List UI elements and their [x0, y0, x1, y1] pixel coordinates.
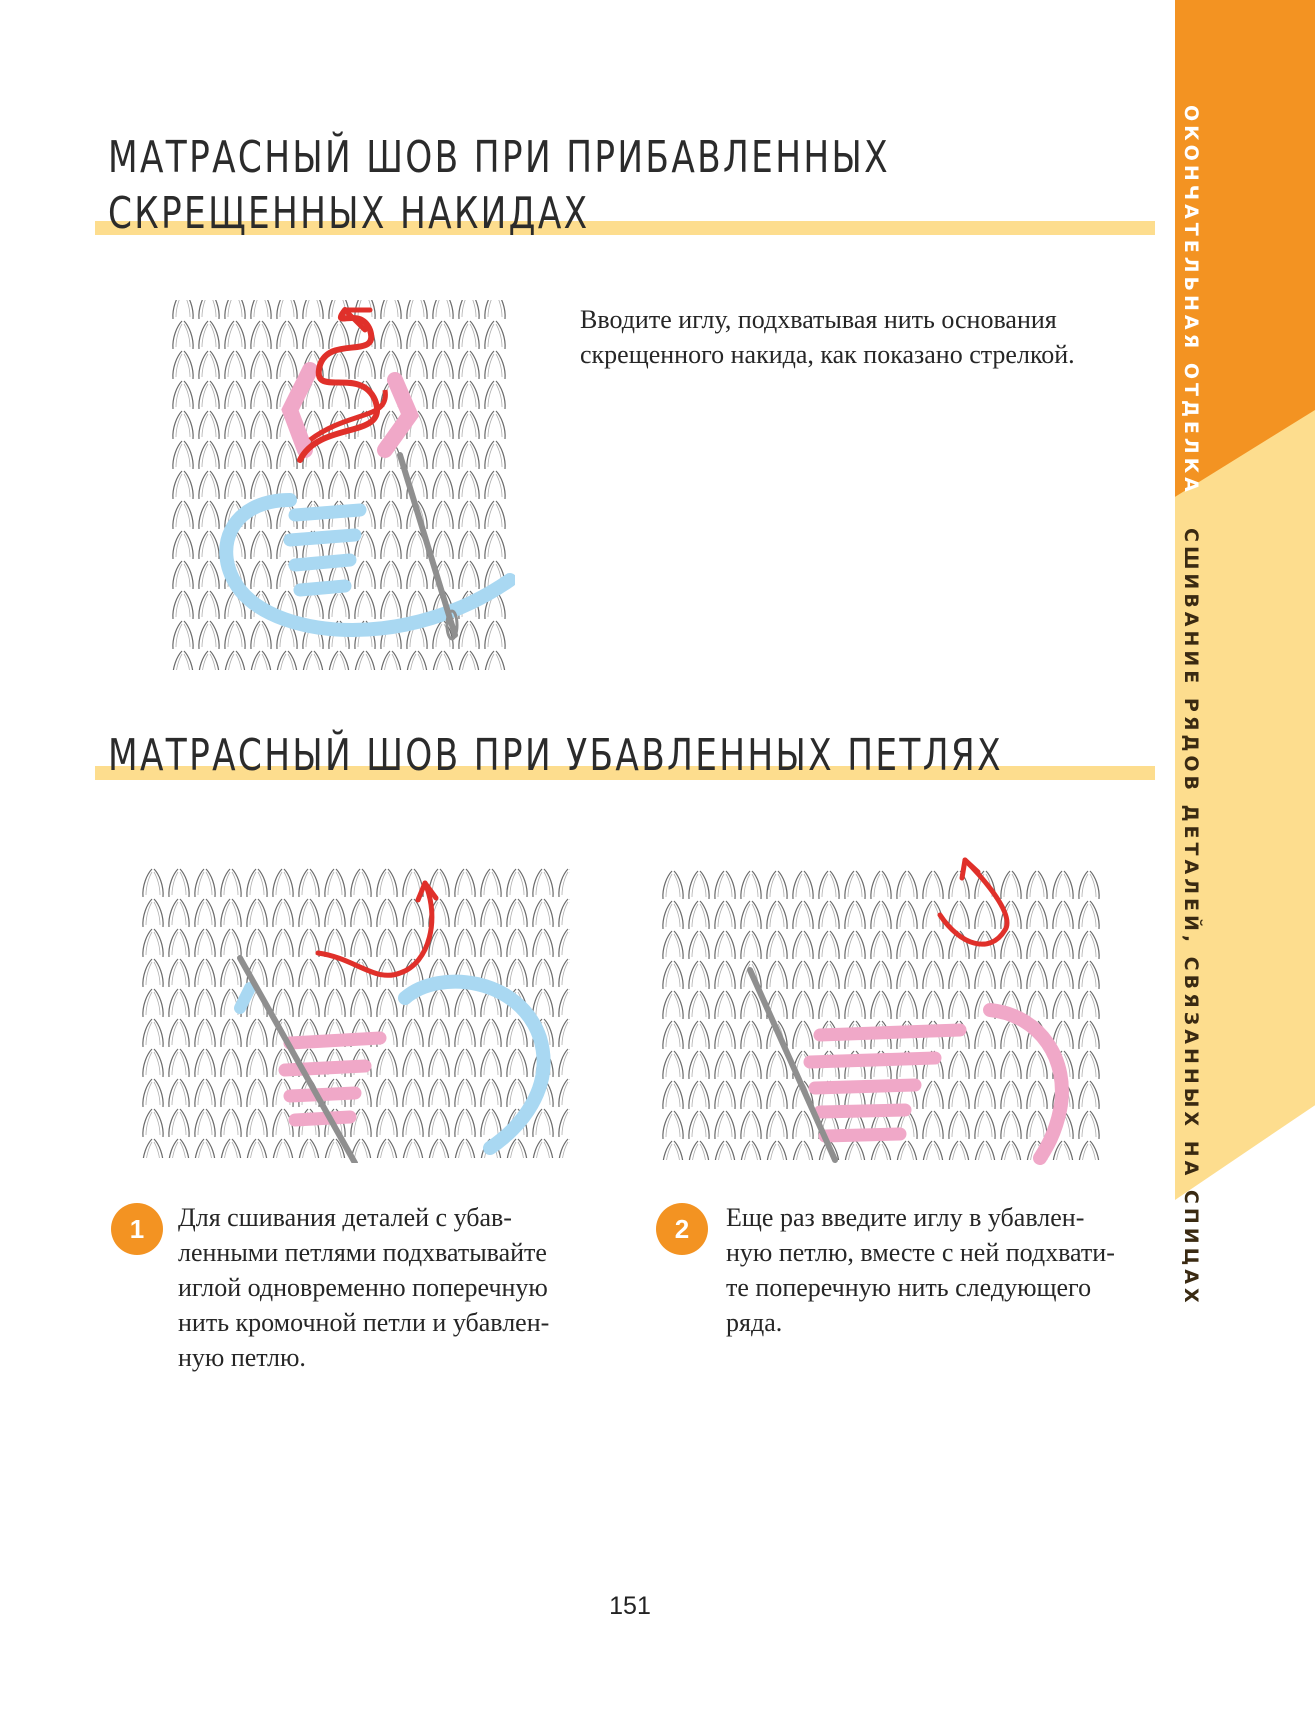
- section1-text-line1: Вводите иглу, подхватывая нить основания: [580, 305, 1057, 334]
- step1-line: ленными петлями подхватывайте: [178, 1238, 547, 1267]
- page-number: 151: [609, 1592, 651, 1620]
- step2-line: ную петлю, вместе с ней подхвати-: [726, 1238, 1115, 1267]
- step2-line: те поперечную нить следующего: [726, 1273, 1092, 1302]
- section1-title: [108, 130, 890, 242]
- step1-line: Для сшивания деталей с убав-: [178, 1203, 512, 1232]
- step1-line: ную петлю.: [178, 1343, 306, 1372]
- step2-badge: 2: [656, 1203, 708, 1255]
- crossed-yarnover-illustration: [170, 290, 515, 680]
- step1-line: нить кромочной петли и убавлен-: [178, 1308, 550, 1337]
- step1-line: иглой одновременно поперечную: [178, 1273, 548, 1302]
- step1-badge: 1: [111, 1203, 163, 1255]
- step2-text: [726, 1200, 1115, 1340]
- section-tab-label: СШИВАНИЕ РЯДОВ ДЕТАЛЕЙ, СВЯЗАННЫХ НА СПИЦАХ: [1180, 528, 1202, 1307]
- section1-text-line2: скрещенного накида, как показано стрелкой.: [580, 340, 1075, 369]
- section1-title-line2: СКРЕЩЕННЫХ НАКИДАХ: [108, 188, 590, 239]
- decrease-step2-illustration: [660, 840, 1100, 1165]
- section2-title: МАТРАСНЫЙ ШОВ ПРИ УБАВЛЕННЫХ ПЕТЛЯХ: [108, 730, 1003, 781]
- section1-title-line1: МАТРАСНЫЙ ШОВ ПРИ ПРИБАВЛЕННЫХ: [108, 132, 890, 183]
- section1-text: [580, 302, 1075, 372]
- step1-text: [178, 1200, 549, 1375]
- step2-line: ряда.: [726, 1308, 783, 1337]
- chapter-tab-label: ОКОНЧАТЕЛЬНАЯ ОТДЕЛКА: [1180, 105, 1202, 496]
- step2-line: Еще раз введите иглу в убавлен-: [726, 1203, 1085, 1232]
- decrease-step1-illustration: [140, 838, 570, 1163]
